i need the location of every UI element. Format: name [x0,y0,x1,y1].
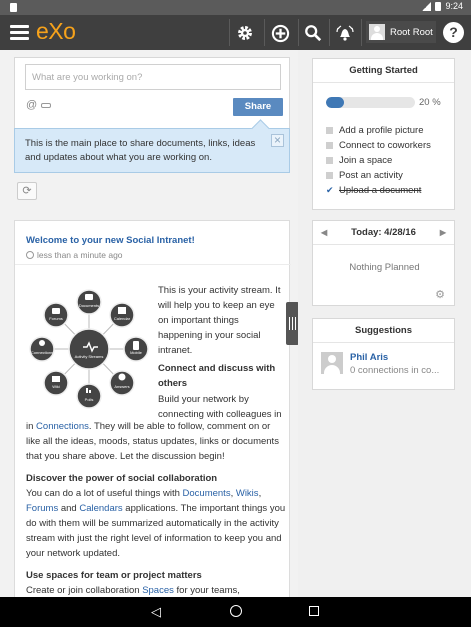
checkbox-icon [326,172,333,179]
calendar-empty-text: Nothing Planned [349,262,420,273]
suggestions-card [312,318,455,390]
back-icon[interactable]: ◁ [151,604,161,619]
post-title[interactable]: Welcome to your new Social Intranet! [26,235,195,246]
share-button[interactable]: Share [233,98,283,116]
diagram-node-label: Polls [84,397,94,402]
activity-post [14,220,290,597]
exo-logo[interactable]: eXo [36,18,76,44]
nav-divider [264,19,265,46]
notification-icon [10,3,17,12]
forums-link[interactable]: Forums [26,503,59,514]
calendar-card [312,220,455,306]
status-bar [0,0,471,15]
getting-started-list [326,123,431,198]
right-sidebar [298,50,471,597]
diagram-node-label: Calendar [113,316,131,321]
connections-link[interactable]: Connections [36,421,89,432]
connect-text: Build your network by connecting with colleagues in [158,394,282,420]
checkmark-icon: ✔ [326,185,334,195]
suggestion-name[interactable]: Phil Aris [350,352,389,363]
battery-icon [435,2,441,11]
avatar [369,24,385,40]
nav-divider [361,19,362,46]
post-body [26,419,286,597]
recent-apps-icon[interactable] [309,606,319,616]
activity-input[interactable] [25,64,281,90]
help-icon[interactable]: ? [443,22,464,43]
clock-icon [26,251,34,259]
list-item[interactable]: Post an activity [326,168,431,183]
post-intro-text: This is your activity stream. It will help you to keep an eye on important things happening in your social intranet. [158,285,281,356]
connect-paragraph: in Connections. They will be able to follow, comment on or like all the ideas, moods, status updates, links or documents that you share above. Let the discussion begin! [26,421,279,462]
status-time: 9:24 [445,1,463,11]
checkbox-icon [326,142,333,149]
refresh-icon[interactable]: ⟳ [17,182,37,200]
discover-heading: Discover the power of social collaboration [26,473,218,484]
suggestion-detail: 0 connections in co... [350,365,440,376]
divider [15,264,291,265]
diagram-node-label: Connections [30,350,54,355]
nav-divider [329,19,330,46]
avatar[interactable] [321,352,343,374]
post-timestamp [26,250,123,260]
list-item[interactable]: Join a space [326,153,431,168]
android-navigation-bar [0,597,471,627]
signal-icon [422,2,431,11]
user-menu-button[interactable] [366,21,436,43]
search-icon[interactable] [303,23,323,43]
connect-text-continued: . They will be able to follow, comment on or like all the ideas, moods, status updates, links or documents that you share above. Let the discussion begin! [26,421,279,462]
composer-tip-popup [14,128,290,173]
progress-label: 20 % [419,97,441,108]
chevron-left-icon[interactable]: ◀ [321,228,328,237]
diagram-node-label: Answers [114,384,130,389]
documents-link[interactable]: Documents [182,488,231,499]
spaces-heading: Use spaces for team or project matters [26,570,202,581]
checkbox-icon [326,127,333,134]
post-time-text: less than a minute ago [37,250,123,260]
suggestion-item[interactable] [321,352,439,376]
connect-heading: Connect and discuss with others [158,363,276,389]
tip-text: This is the main place to share documents, links, ideas and updates about what you are working on. [25,138,256,163]
mention-icon[interactable]: @ [26,99,38,111]
discover-paragraph: You can do a lot of useful things with Documents, Wikis, Forums and Calendars applications. The important things you do with them will be summarized automatically in the activity stream with just the right level of information to keep you and your network updated. [26,488,286,559]
getting-started-progress [326,97,415,108]
diagram-node-label: Documents [78,303,100,308]
attach-link-icon[interactable] [41,103,51,108]
nav-divider [298,19,299,46]
diagram-node-label: Wiki [52,384,60,389]
wikis-link[interactable]: Wikis [235,488,259,499]
diagram-center-label: Activity Streams [74,354,104,359]
list-item[interactable]: Connect to coworkers [326,138,431,153]
progress-fill [326,97,344,108]
close-icon[interactable]: × [271,134,284,147]
activity-composer [14,57,290,129]
spaces-link[interactable]: Spaces [142,585,174,596]
list-item[interactable]: ✔ Upload a document [326,185,422,196]
notifications-bell-icon[interactable] [335,23,355,43]
calendars-link[interactable]: Calendars [79,503,123,514]
chevron-right-icon[interactable]: ▶ [439,228,446,237]
calendar-date-title: Today: 4/28/16 [351,227,416,238]
admin-gear-icon[interactable] [235,23,255,43]
diagram-node-label: Forums [49,316,63,321]
diagram-node-label: Mobile [130,350,142,355]
activity-streams-diagram [25,285,153,413]
getting-started-card [312,58,455,210]
nav-divider [229,19,230,46]
list-item[interactable]: Add a profile picture [326,123,431,138]
getting-started-title: Getting Started [313,59,454,83]
top-navigation-bar [0,15,471,50]
calendar-settings-gear-icon[interactable]: ⚙ [435,289,445,301]
hamburger-menu-icon[interactable] [10,25,29,40]
user-name: Root Root [390,26,433,38]
add-plus-icon[interactable] [270,23,290,43]
home-icon[interactable] [230,605,242,617]
activity-column [0,50,298,597]
checkbox-icon [326,157,333,164]
main-content [0,50,471,597]
suggestions-title: Suggestions [313,319,454,343]
spaces-paragraph: Create or join collaboration Spaces for your teams, [26,585,240,596]
